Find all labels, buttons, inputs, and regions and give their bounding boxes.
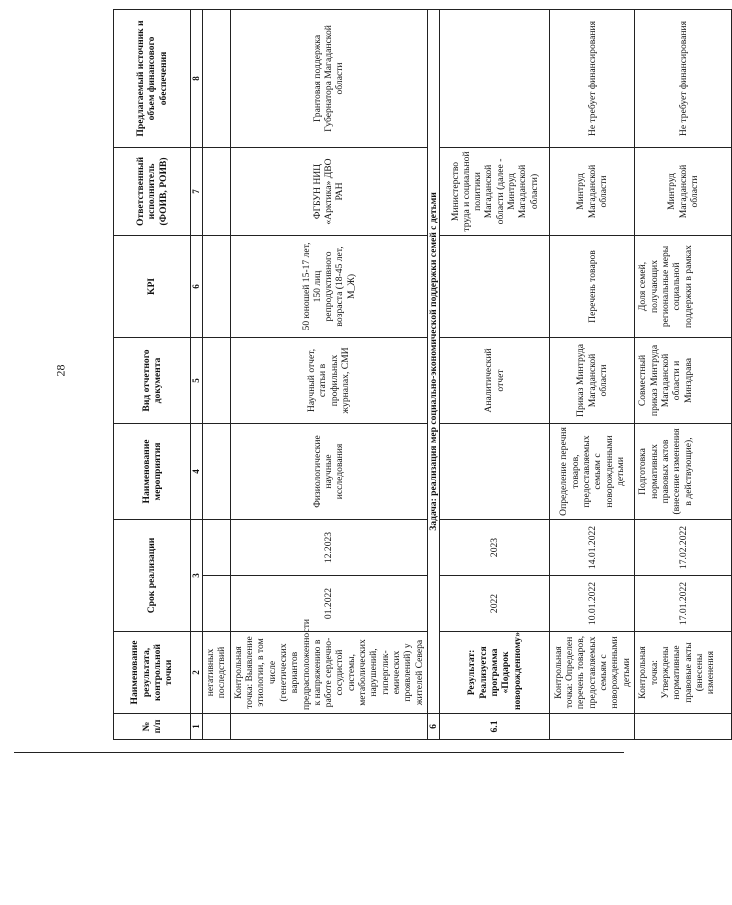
page-number: 28 [53, 364, 68, 377]
cell-executor: ФГБУН НИЦ «Арктика» ДВО РАН [230, 147, 427, 235]
cell-end [203, 519, 231, 575]
table-row [440, 9, 550, 739]
cell-end: 12.2023 [230, 519, 427, 575]
cell-number [230, 714, 427, 740]
cell-number: 6.1 [440, 714, 550, 740]
cell-event: Подготовка нормативных правовых актов (внесение изменения в действующие), [635, 423, 732, 519]
cell-result-name: Контрольная точка: Определен перечень товаров, предоставляемых семьям с новорожденными детьми [550, 632, 635, 714]
rotated-table-page [113, 10, 717, 740]
column-number: 4 [191, 423, 203, 519]
cell-start: 10.01.2022 [550, 576, 635, 632]
cell-number [203, 714, 231, 740]
cell-funding: Не требует финансирования [550, 9, 635, 147]
header-executor: Ответственный исполнитель (ФОИВ, РОИВ) [114, 147, 191, 235]
cell-result-name: негативных последствий [203, 632, 231, 714]
cell-kpi: Доля семей, получающих региональные меры социальной поддержки в рамках [635, 235, 732, 337]
cell-result-name: Контрольная точка: Утверждены нормативные правовые акты (внесены изменения [635, 632, 732, 714]
cell-kpi [440, 235, 550, 337]
column-number: 8 [191, 9, 203, 147]
header-period: Срок реализации [114, 519, 191, 631]
column-number-row [191, 9, 203, 739]
cell-funding: Не требует финансирования [635, 9, 732, 147]
cell-start [203, 576, 231, 632]
column-number: 5 [191, 337, 203, 423]
cell-kpi: 50 юношей 15-17 лет, 150 лиц репродуктивного возраста (18-45 лет, М_Ж) [230, 235, 427, 337]
column-number: 1 [191, 714, 203, 740]
cell-executor [203, 147, 231, 235]
cell-report-doc: Совместный приказ Минтруда Магаданской области и Минздрава [635, 337, 732, 423]
column-number: 6 [191, 235, 203, 337]
cell-event: Определение перечня товаров, предоставляемых семьям с новорожденными детьми [550, 423, 635, 519]
cell-event: Физиологические научные исследования [230, 423, 427, 519]
task-number: 6 [427, 714, 439, 740]
cell-number [635, 714, 732, 740]
cell-funding: Грантовая поддержка Губернатора Магаданской области [230, 9, 427, 147]
cell-report-doc: Приказ Минтруда Магаданской области [550, 337, 635, 423]
table-row [550, 9, 635, 739]
cell-result-name: Контрольная точка: Выявление этиологии, в том числе (генетических вариантов предрасположенности к напряжению в работе сердечно-сосудистой системы, метаболических нарушений, гипергликемических проявлений) у жителей Севера [230, 632, 427, 714]
header-kpi: KPI [114, 235, 191, 337]
cell-start: 17.01.2022 [635, 576, 732, 632]
header-event: Наименование мероприятия [114, 423, 191, 519]
cell-report-doc [203, 337, 231, 423]
cell-event [203, 423, 231, 519]
cell-start: 2022 [440, 576, 550, 632]
cell-executor: Минтруд Магаданской области [550, 147, 635, 235]
header-result-name: Наименование результата, контрольной точки [114, 632, 191, 714]
header-row [114, 9, 191, 739]
cell-end: 2023 [440, 519, 550, 575]
cell-report-doc: Научный отчет, статьи в профильных журналах, СМИ [230, 337, 427, 423]
cell-end: 17.02.2022 [635, 519, 732, 575]
header-report-doc: Вид отчетного документа [114, 337, 191, 423]
cell-funding [440, 9, 550, 147]
cell-start: 01.2022 [230, 576, 427, 632]
cell-executor: Министерство труда и социальной политики Магаданской области (далее - Минтруд Магаданской области) [440, 147, 550, 235]
cell-end: 14.01.2022 [550, 519, 635, 575]
cell-report-doc: Аналитический отчет [440, 337, 550, 423]
bottom-rule [14, 752, 624, 753]
plan-table [113, 9, 732, 740]
header-funding: Предлагаемый источник и объем финансового обеспечения [114, 9, 191, 147]
column-number: 2 [191, 632, 203, 714]
column-number: 3 [191, 519, 203, 631]
cell-kpi [203, 235, 231, 337]
table-row [635, 9, 732, 739]
cell-executor: Минтруд Магаданской области [635, 147, 732, 235]
cell-result-name: Результат: Реализуется программа «Подарок новорожденному» [440, 632, 550, 714]
cell-event [440, 423, 550, 519]
header-number: № п/п [114, 714, 191, 740]
cell-kpi: Перечень товаров [550, 235, 635, 337]
task-title: Задача: реализация мер социально-экономической поддержки семей с детьми [427, 9, 439, 713]
task-row [427, 9, 439, 739]
column-number: 7 [191, 147, 203, 235]
cell-number [550, 714, 635, 740]
cell-funding [203, 9, 231, 147]
table-row [203, 9, 231, 739]
table-row [230, 9, 427, 739]
